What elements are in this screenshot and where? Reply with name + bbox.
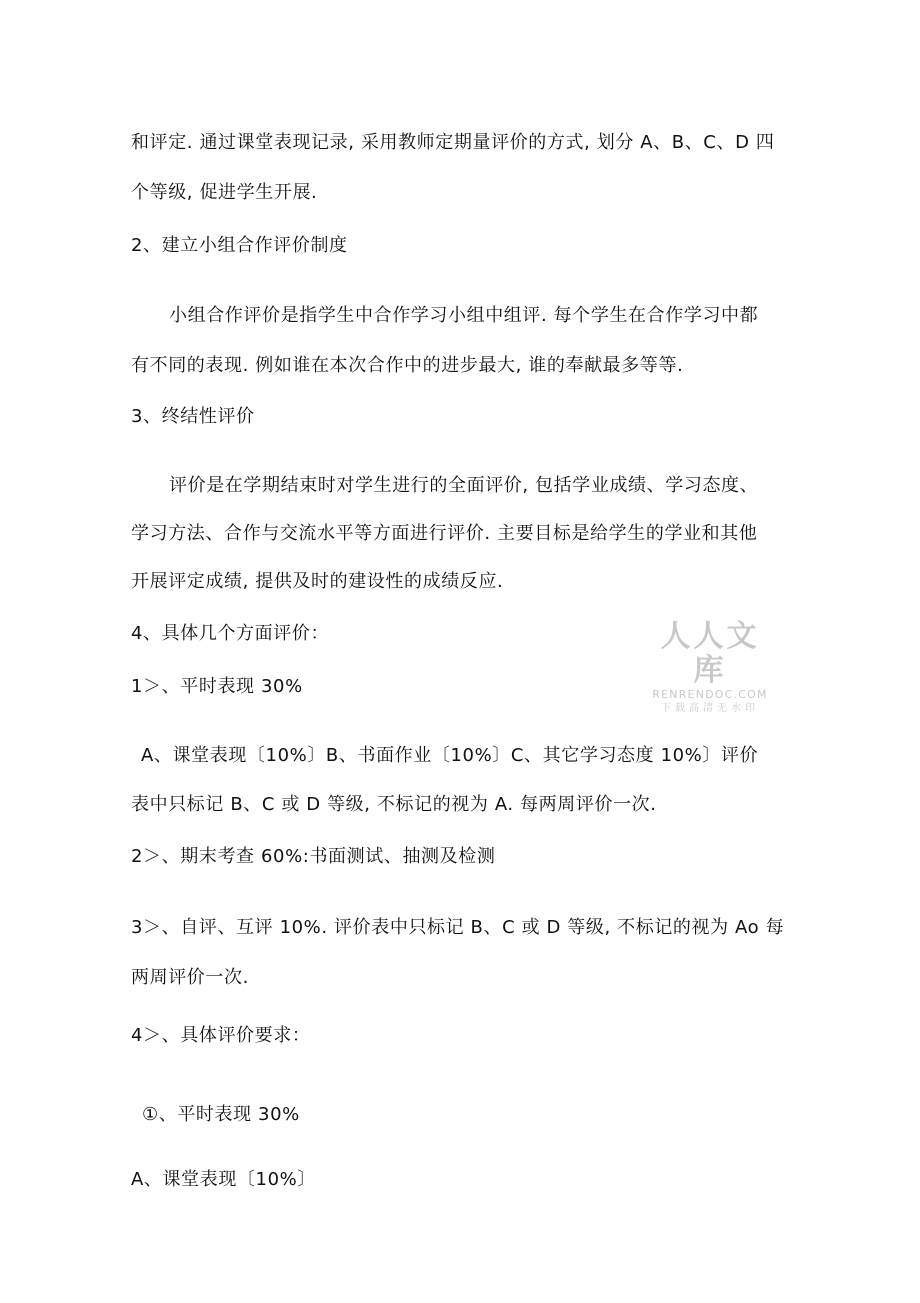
sub-heading: ①、平时表现 30% <box>142 1104 300 1125</box>
watermark-domain: RENRENDOC.COM <box>652 688 768 701</box>
paragraph-line: 评价是在学期结束时对学生进行的全面评价, 包括学业成绩、学习态度、 <box>169 475 759 496</box>
section-heading: 2、建立小组合作评价制度 <box>131 235 348 256</box>
watermark-title: 人人文库 <box>660 619 760 688</box>
section-heading: 3、终结性评价 <box>131 406 255 427</box>
paragraph-line: 两周评价一次. <box>131 967 249 988</box>
list-heading: 1＞、平时表现 30% <box>131 676 303 697</box>
paragraph-line: 开展评定成绩, 提供及时的建设性的成绩反应. <box>131 571 504 592</box>
watermark-tagline: 下载高清无水印 <box>661 703 759 714</box>
section-heading: 4、具体几个方面评价： <box>131 623 330 644</box>
paragraph-line: 3＞、自评、互评 10%. 评价表中只标记 B、C 或 D 等级, 不标记的视为 Ao 每 <box>131 917 785 938</box>
paragraph-line: A、课堂表现〔10%〕 <box>131 1169 316 1190</box>
watermark <box>645 620 775 715</box>
list-heading: 2＞、期末考查 60%:书面测试、抽测及检测 <box>131 846 496 867</box>
paragraph-line: 小组合作评价是指学生中合作学习小组中组评. 每个学生在合作学习中都 <box>169 305 759 326</box>
paragraph-line: A、课堂表现〔10%〕B、书面作业〔10%〕C、其它学习态度 10%〕评价 <box>141 745 759 766</box>
paragraph-line: 和评定. 通过课堂表现记录, 采用教师定期量评价的方式, 划分 A、B、C、D 四 <box>131 132 775 153</box>
paragraph-line: 有不同的表现. 例如谁在本次合作中的进步最大, 谁的奉献最多等等. <box>131 355 684 376</box>
list-heading: 4＞、具体评价要求： <box>131 1025 311 1046</box>
paragraph-line: 学习方法、合作与交流水平等方面进行评价. 主要目标是给学生的学业和其他 <box>131 523 758 544</box>
paragraph-line: 表中只标记 B、C 或 D 等级, 不标记的视为 A. 每两周评价一次. <box>131 794 657 815</box>
paragraph-line: 个等级, 促进学生开展. <box>131 182 318 203</box>
